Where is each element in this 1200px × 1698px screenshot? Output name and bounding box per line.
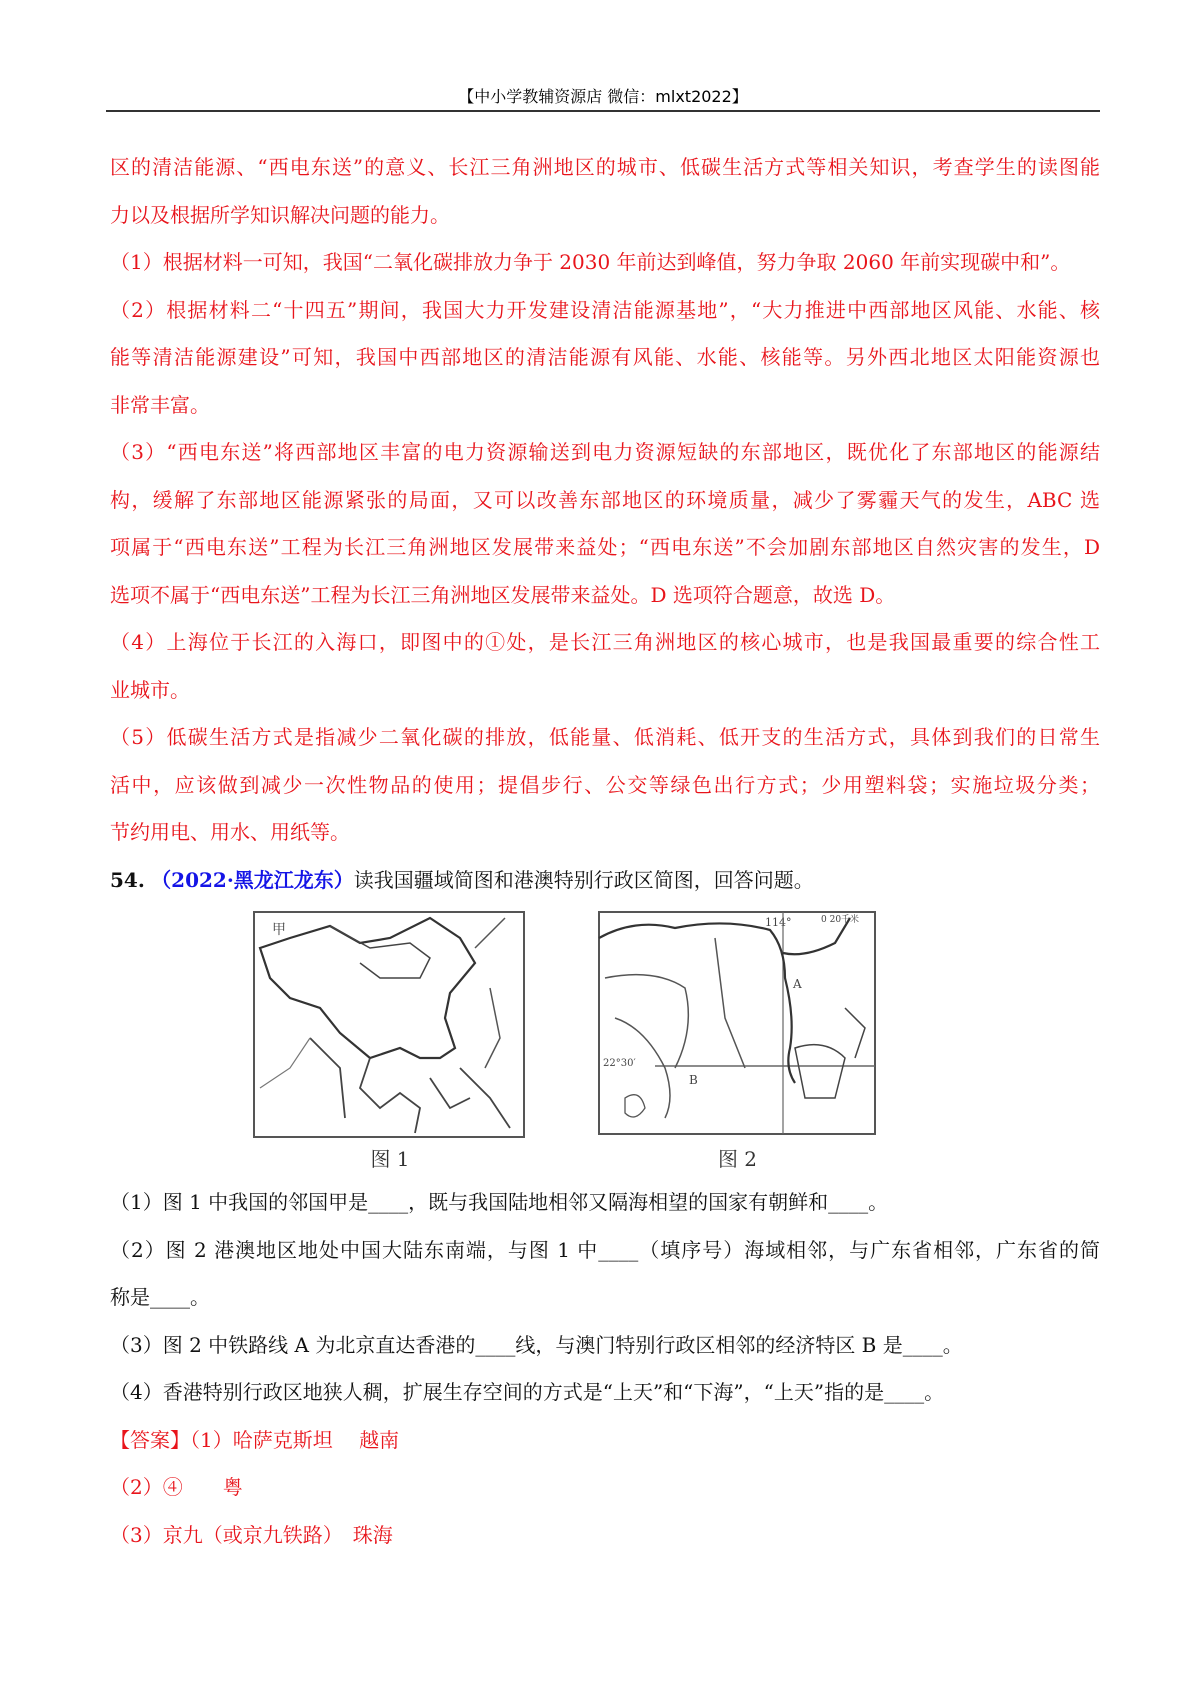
analysis-paragraph-line: （4）上海位于长江的入海口，即图中的①处，是长江三角洲地区的核心城市，也是我国最重要的综合性工 bbox=[110, 630, 1100, 654]
map-label-jia: 甲 bbox=[272, 922, 286, 938]
answer-line bbox=[110, 1468, 1100, 1516]
map-label-latitude: 22°30′ bbox=[603, 1058, 636, 1069]
answer-analysis bbox=[110, 148, 1100, 861]
analysis-paragraph-line: （3）“西电东送”将西部地区丰富的电力资源输送到电力资源短缺的东部地区，既优化了东部地区的能源结 bbox=[110, 440, 1100, 464]
subquestion-line: （3）图 2 中铁路线 A 为北京直达香港的____线，与澳门特别行政区相邻的经济特区 B 是____。 bbox=[110, 1332, 963, 1357]
subquestion-line: （2）图 2 港澳地区地处中国大陆东南端，与图 1 中____（填序号）海域相邻，与广东省相邻，广东省的简 bbox=[110, 1237, 1100, 1262]
figures bbox=[110, 908, 1100, 1183]
answer-label: 【答案】 bbox=[110, 1427, 190, 1452]
subquestion-line: 称是____。 bbox=[110, 1285, 210, 1309]
analysis-paragraph-line: 业城市。 bbox=[110, 677, 190, 702]
question-number: 54. bbox=[110, 867, 145, 892]
analysis-paragraph-line: 项属于“西电东送”工程为长江三角洲地区发展带来益处；“西电东送”不会加剧东部地区自然灾害的发生，D bbox=[110, 535, 1100, 559]
analysis-paragraph-line: 构，缓解了东部地区能源紧张的局面，又可以改善东部地区的环境质量，减少了雾霾天气的发生，ABC 选 bbox=[110, 487, 1100, 512]
map-label-b: B bbox=[689, 1073, 698, 1087]
hong-kong-macao-map bbox=[595, 908, 880, 1143]
question-heading bbox=[110, 861, 1100, 909]
map-label-longitude: 114° bbox=[765, 916, 792, 929]
subquestion-line: （4）香港特别行政区地狭人稠，扩展生存空间的方式是“上天”和“下海”，“上天”指的是____。 bbox=[110, 1380, 945, 1404]
analysis-paragraph-line: （5）低碳生活方式是指减少二氧化碳的排放，低能量、低消耗、低开支的生活方式，具体到我们的日常生 bbox=[110, 725, 1100, 749]
figure-2-caption: 图 2 bbox=[717, 1147, 758, 1171]
answer-line bbox=[110, 1516, 1100, 1564]
map-scale-bar: 0 20千米 bbox=[821, 915, 860, 925]
analysis-paragraph-line: 非常丰富。 bbox=[110, 392, 210, 417]
answer-block bbox=[110, 1421, 1100, 1564]
question-stem: 读我国疆域简图和港澳特别行政区简图，回答问题。 bbox=[353, 867, 814, 892]
figure-1 bbox=[250, 908, 530, 1172]
answer-text: （3）京九（或京九铁路） 珠海 bbox=[110, 1522, 393, 1547]
analysis-paragraph-line: 选项不属于“西电东送”工程为长江三角洲地区发展带来益处。D 选项符合题意，故选 D。 bbox=[110, 582, 896, 607]
analysis-paragraph-line: 力以及根据所学知识解决问题的能力。 bbox=[110, 202, 450, 227]
analysis-paragraph-line: （2）根据材料二“十四五”期间，我国大力开发建设清洁能源基地”，“大力推进中西部地区风能、水能、核 bbox=[110, 297, 1100, 322]
china-territory-map bbox=[250, 908, 530, 1143]
figure-2 bbox=[595, 908, 880, 1172]
question-source: （2022·黑龙江龙东） bbox=[151, 867, 354, 892]
document-body bbox=[110, 148, 1100, 1563]
analysis-paragraph-line: 区的清洁能源、“西电东送”的意义、长江三角洲地区的城市、低碳生活方式等相关知识，考查学生的读图能 bbox=[110, 155, 1100, 179]
answer-text: （2）④ 粤 bbox=[110, 1475, 243, 1499]
analysis-paragraph-line: 能等清洁能源建设”可知，我国中西部地区的清洁能源有风能、水能、核能等。另外西北地区太阳能资源也 bbox=[110, 345, 1100, 369]
analysis-paragraph-line: 节约用电、用水、用纸等。 bbox=[110, 820, 350, 844]
analysis-paragraph-line: 活中，应该做到减少一次性物品的使用；提倡步行、公交等绿色出行方式；少用塑料袋；实施垃圾分类； bbox=[110, 772, 1100, 797]
header-divider bbox=[106, 110, 1100, 112]
answer-text: （1）哈萨克斯坦 越南 bbox=[190, 1427, 400, 1452]
map-label-railway-a: A bbox=[793, 977, 802, 991]
analysis-paragraph-line: （1）根据材料一可知，我国“二氧化碳排放力争于 2030 年前达到峰值，努力争取 2060 年前实现碳中和”。 bbox=[110, 250, 1071, 274]
answer-line bbox=[110, 1421, 1100, 1469]
page-header: 【中小学教辅资源店 微信：mlxt2022】 bbox=[458, 87, 748, 106]
subquestions bbox=[110, 1183, 1100, 1421]
figure-1-caption: 图 1 bbox=[370, 1147, 410, 1171]
subquestion-line: （1）图 1 中我国的邻国甲是____，既与我国陆地相邻又隔海相望的国家有朝鲜和____。 bbox=[110, 1190, 889, 1214]
